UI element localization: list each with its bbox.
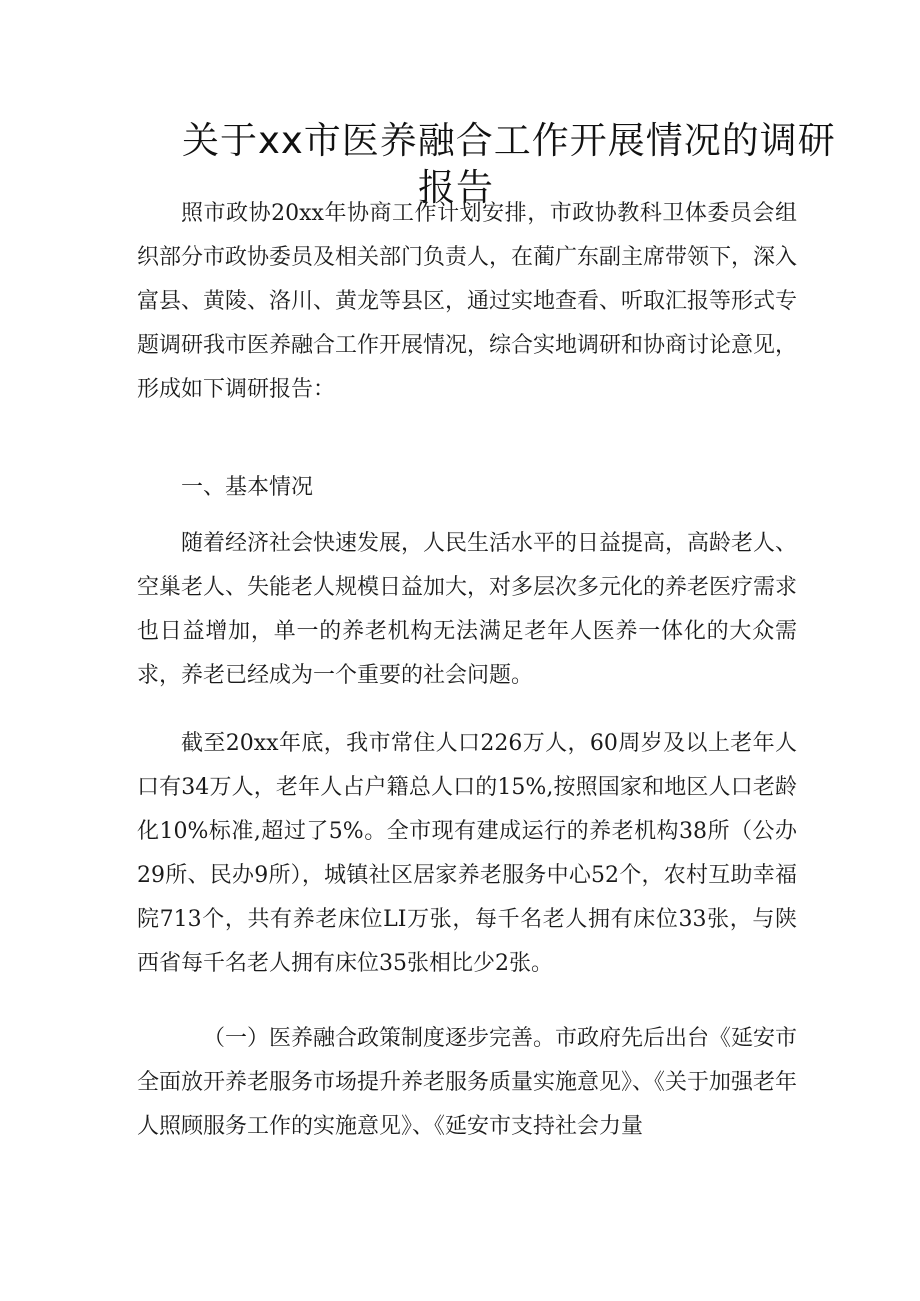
- statistics-paragraph: 截至20xx年底，我市常住人口226万人，60周岁及以上老年人口有34万人，老年人占户籍总人口的15%,按照国家和地区人口老龄化10%标准,超过了5%。全市现有建成运行的养老机构38所（公办29所、民办9所），城镇社区居家养老服务中心52个，农村互助幸福院713个，共有养老床位LI万张，每千名老人拥有床位33张，与陕西省每千名老人拥有床位35张相比少2张。: [137, 731, 797, 976]
- document-title-line-2: 报告: [418, 166, 494, 209]
- background-paragraph: 随着经济社会快速发展，人民生活水平的日益提高，高龄老人、空巢老人、失能老人规模日益加大，对多层次多元化的养老医疗需求也日益增加，单一的养老机构无法满足老年人医养一体化的大众需求，养老已经成为一个重要的社会问题。: [137, 531, 798, 688]
- section-heading: 一、基本情况: [181, 475, 314, 500]
- document-title-line-1: 关于xx市医养融合工作开展情况的调研: [182, 119, 836, 162]
- policy-paragraph: （一）医养融合政策制度逐步完善。市政府先后出台《延安市全面放开养老服务市场提升养老服务质量实施意见》、《关于加强老年人照顾服务工作的实施意见》、《延安市支持社会力量: [137, 1026, 798, 1139]
- intro-paragraph: 照市政协20xx年协商工作计划安排，市政协教科卫体委员会组织部分市政协委员及相关部门负责人，在蔺广东副主席带领下，深入富县、黄陵、洛川、黄龙等县区，通过实地查看、听取汇报等形式专题调研我市医养融合工作开展情况，综合实地调研和协商讨论意见，形成如下调研报告：: [137, 201, 798, 402]
